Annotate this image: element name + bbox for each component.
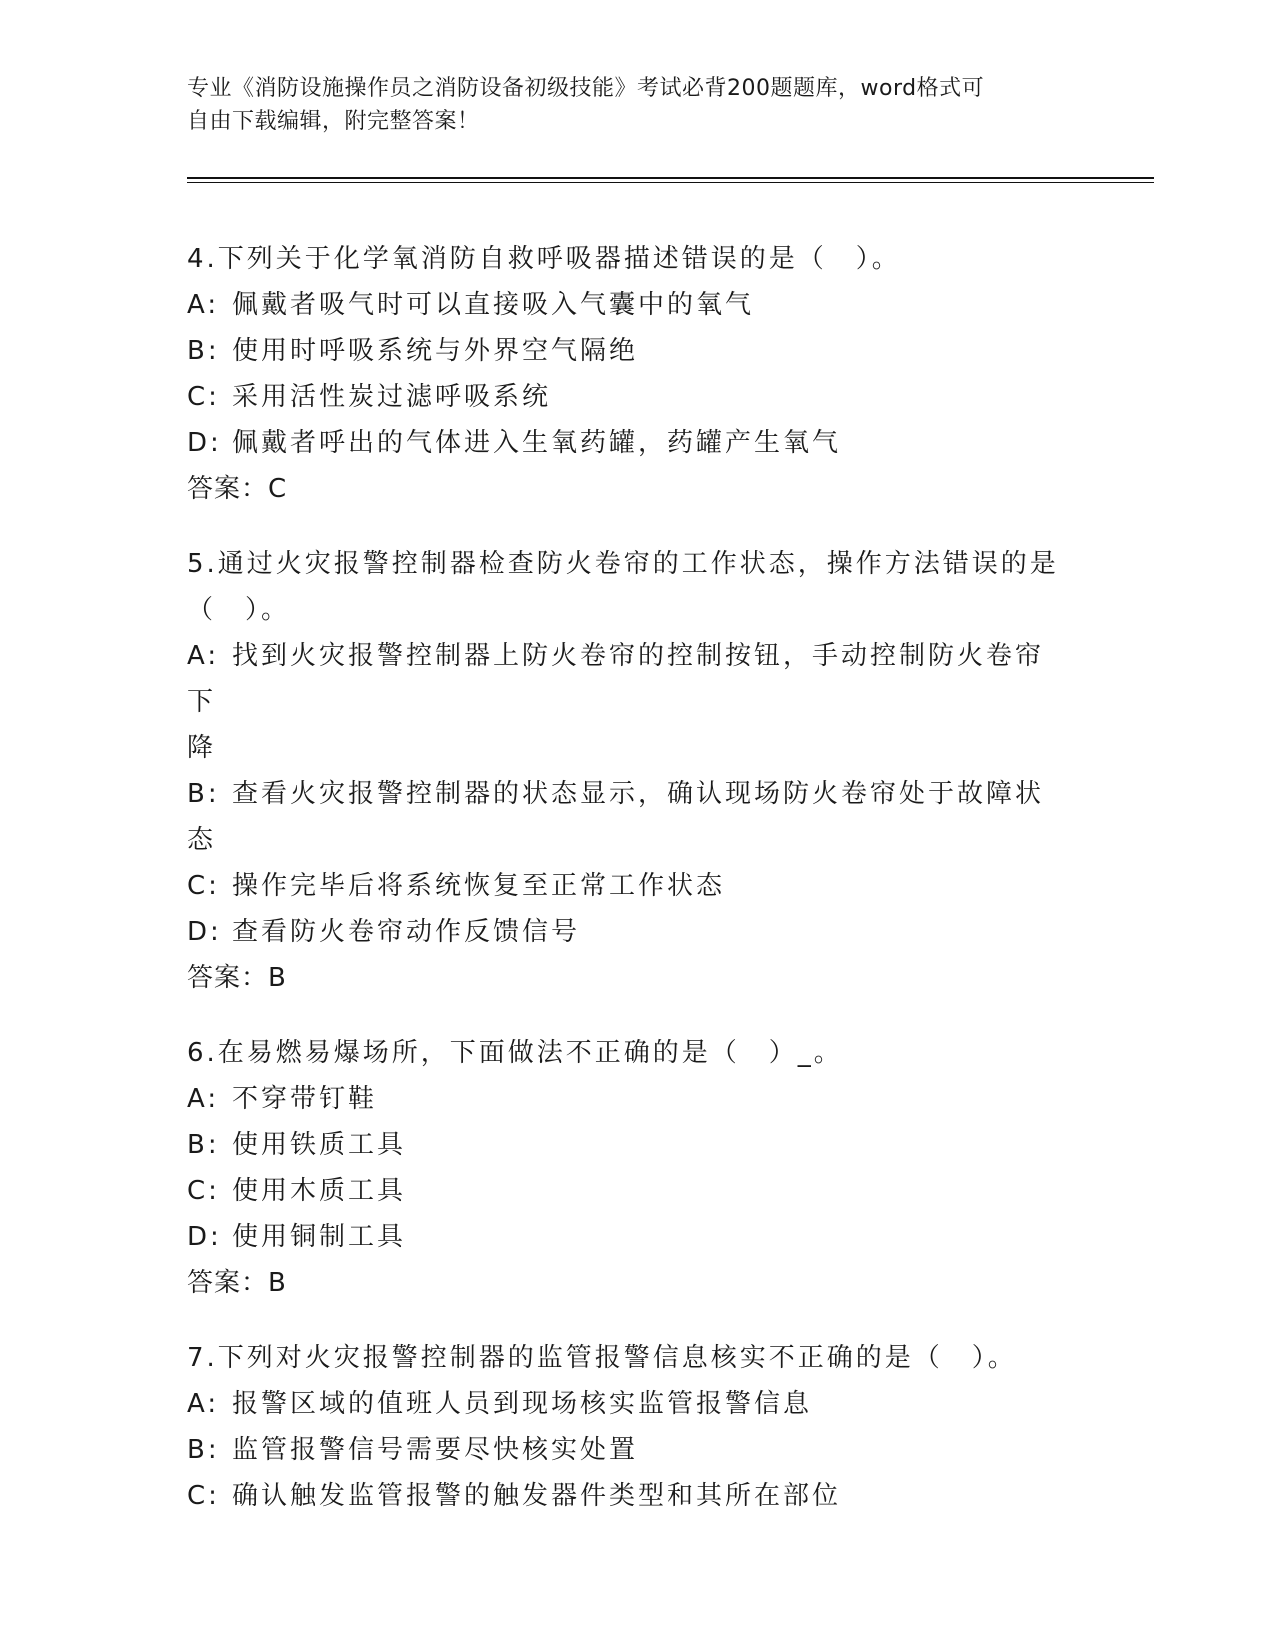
option-text: 不穿带钉鞋: [232, 1084, 378, 1114]
answer: 答案：C: [187, 474, 288, 504]
option-text: 佩戴者吸气时可以直接吸入气囊中的氧气: [232, 290, 755, 320]
option-text: 使用铜制工具: [232, 1222, 407, 1252]
option-text: 监管报警信号需要尽快核实处置: [232, 1435, 639, 1465]
option-b: [187, 1122, 1067, 1168]
option-text: 报警区域的值班人员到现场核实监管报警信息: [232, 1389, 813, 1419]
question-stem: 4.下列关于化学氧消防自救呼吸器描述错误的是（ ）。: [187, 244, 901, 274]
option-a: [187, 282, 1067, 328]
question-6: [187, 1030, 1067, 1306]
option-b: [187, 1427, 1067, 1473]
question-stem: 6.在易燃易爆场所，下面做法不正确的是（ ）_。: [187, 1038, 843, 1068]
option-a-continued: 降: [187, 733, 217, 763]
option-d: [187, 1214, 1067, 1260]
option-key: B:: [187, 336, 220, 366]
header-divider-thin: [187, 182, 1154, 183]
option-key: C:: [187, 1481, 220, 1511]
document-header: [187, 72, 1067, 138]
option-key: B:: [187, 1130, 220, 1160]
option-key: D:: [187, 1222, 222, 1252]
option-text: 采用活性炭过滤呼吸系统: [232, 382, 552, 412]
option-key: C:: [187, 871, 220, 901]
option-key: C:: [187, 1176, 220, 1206]
option-d: [187, 420, 1067, 466]
option-text: 查看火灾报警控制器的状态显示，确认现场防火卷帘处于故障状态: [187, 779, 1045, 855]
header-title-line-2: 自由下载编辑，附完整答案！: [187, 109, 480, 134]
option-a: [187, 1076, 1067, 1122]
answer: 答案：B: [187, 1268, 287, 1298]
question-list: [187, 236, 1067, 1548]
option-key: D:: [187, 917, 222, 947]
question-stem: 5.通过火灾报警控制器检查防火卷帘的工作状态，操作方法错误的是: [187, 549, 1059, 579]
header-title-line-1: 专业《消防设施操作员之消防设备初级技能》考试必背200题题库，word格式可: [187, 76, 985, 101]
option-b: [187, 328, 1067, 374]
option-text: 使用铁质工具: [232, 1130, 407, 1160]
option-c: [187, 863, 1067, 909]
option-key: C:: [187, 382, 220, 412]
option-text: 操作完毕后将系统恢复至正常工作状态: [232, 871, 726, 901]
option-a: [187, 633, 1067, 725]
option-text: 使用时呼吸系统与外界空气隔绝: [232, 336, 639, 366]
answer: 答案：B: [187, 963, 287, 993]
option-key: B:: [187, 779, 220, 809]
option-key: D:: [187, 428, 222, 458]
question-5: [187, 541, 1067, 1001]
option-key: B:: [187, 1435, 220, 1465]
option-b: [187, 771, 1067, 863]
option-c: [187, 374, 1067, 420]
option-text: 确认触发监管报警的触发器件类型和其所在部位: [232, 1481, 842, 1511]
option-text: 查看防火卷帘动作反馈信号: [232, 917, 581, 947]
option-text: 佩戴者呼出的气体进入生氧药罐，药罐产生氧气: [232, 428, 842, 458]
option-a: [187, 1381, 1067, 1427]
question-stem: 7.下列对火灾报警控制器的监管报警信息核实不正确的是（ ）。: [187, 1343, 1017, 1373]
question-4: [187, 236, 1067, 512]
option-d: [187, 909, 1067, 955]
option-c: [187, 1473, 1067, 1519]
option-c: [187, 1168, 1067, 1214]
option-key: A:: [187, 290, 220, 320]
option-text: 找到火灾报警控制器上防火卷帘的控制按钮，手动控制防火卷帘下: [187, 641, 1045, 717]
option-key: A:: [187, 1084, 220, 1114]
question-7: [187, 1335, 1067, 1519]
question-stem-continued: （ ）。: [187, 595, 291, 625]
option-key: A:: [187, 1389, 220, 1419]
option-key: A:: [187, 641, 220, 671]
option-text: 使用木质工具: [232, 1176, 407, 1206]
header-divider-thick: [187, 177, 1154, 179]
